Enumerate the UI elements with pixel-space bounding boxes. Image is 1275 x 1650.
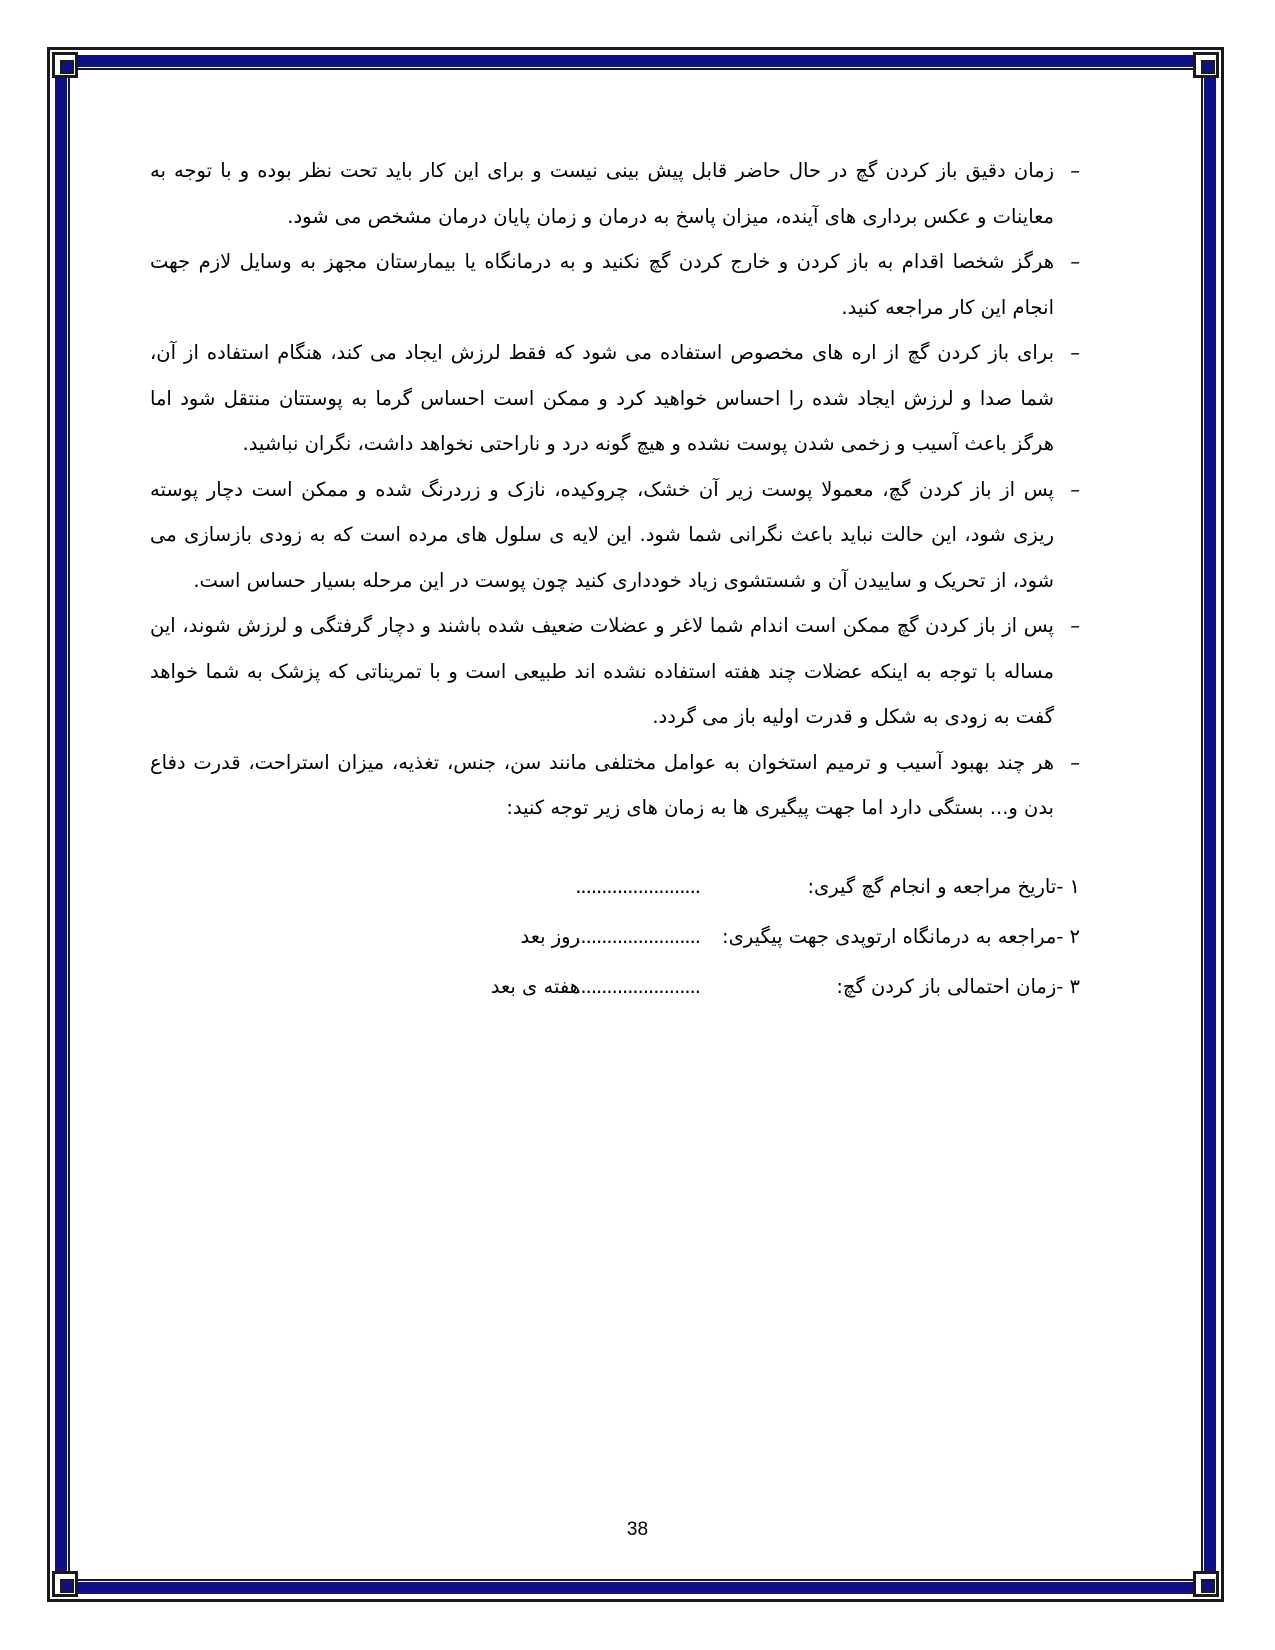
dash-bullet: – — [1070, 250, 1080, 273]
followup-label: ۳ -زمان احتمالی باز کردن گچ: — [836, 975, 1080, 998]
dash-bullet: – — [1070, 341, 1080, 364]
followup-blank: ........................ — [575, 975, 700, 998]
border-corner-ornament — [1193, 52, 1219, 78]
list-item — [150, 740, 1080, 831]
list-item-text: هرگز شخصا اقدام به باز کردن و خارج کردن گچ نکنید و به درمانگاه یا بیمارستان مجهز به وسایل لازم جهت انجام این کار مراجعه کنید. — [150, 250, 1054, 319]
followup-suffix: هفته ی بعد — [490, 975, 580, 998]
list-item-text: پس از باز کردن گچ ممکن است اندام شما لاغر و عضلات ضعیف شده باشند و دچار گرفتگی و لرزش شوند، این مساله با توجه به اینکه عضلات چند هفته استفاده نشده اند طبیعی است و با تمریناتی که پزشک به شما خواهد گفت به زودی به شکل و قدرت اولیه باز می گردد. — [150, 614, 1054, 728]
followup-row — [150, 962, 1080, 1012]
list-item-text: برای باز کردن گچ از اره های مخصوص استفاده می شود که فقط لرزش ایجاد می کند، هنگام استفاده از آن، شما صدا و لرزش ایجاد شده را احساس خواهید کرد و ممکن است احساس گرما به پوستتان منتقل شود اما هرگز باعث آسیب و زخمی شدن پوست نشده و هیچ گونه درد و ناراحتی نخواهد داشت، نگران نباشید. — [150, 341, 1054, 455]
list-item-text: پس از باز کردن گچ، معمولا پوست زیر آن خشک، چروکیده، نازک و زردرنگ شده و ممکن است دچار پوسته ریزی شود، این حالت نباید باعث نگرانی شما شود. این لایه ی سلول های مرده است که به زودی بازسازی می شود، از تحریک و ساییدن آن و شستشوی زیاد خودداری کنید چون پوست در این مرحله بسیار حساس است. — [150, 477, 1054, 592]
followup-blank: ........................ — [575, 875, 700, 898]
dash-bullet: – — [1070, 477, 1080, 501]
page-number: 38 — [626, 1519, 649, 1540]
list-item — [150, 603, 1080, 740]
border-corner-ornament — [52, 52, 78, 78]
list-item — [150, 467, 1080, 604]
followup-blank: ........................ — [575, 925, 700, 948]
instruction-list — [150, 148, 1080, 831]
dash-bullet: – — [1070, 750, 1080, 774]
followup-row — [150, 912, 1080, 962]
followup-row — [150, 862, 1080, 912]
dash-bullet: – — [1070, 159, 1080, 182]
border-corner-ornament — [1193, 1571, 1219, 1597]
list-item-text: زمان دقیق باز کردن گچ در حال حاضر قابل پیش بینی نیست و برای این کار باید تحت نظر بوده و با توجه به معاینات و عکس برداری های آینده، میزان پاسخ به درمان و زمان پایان درمان مشخص می شود. — [150, 159, 1054, 228]
list-item-text: هر چند بهبود آسیب و ترمیم استخوان به عوامل مختلفی مانند سن، جنس، تغذیه، میزان استراحت، قدرت دفاع بدن و... بستگی دارد اما جهت پیگیری ها به زمان های زیر توجه کنید: — [150, 750, 1054, 819]
list-item — [150, 330, 1080, 467]
dash-bullet: – — [1070, 614, 1080, 637]
followup-suffix: روز بعد — [520, 925, 580, 948]
followup-label: ۲ -مراجعه به درمانگاه ارتوپدی جهت پیگیری: — [722, 925, 1080, 948]
list-item — [150, 148, 1080, 239]
border-corner-ornament — [52, 1571, 78, 1597]
followup-label: ۱ -تاریخ مراجعه و انجام گچ گیری: — [807, 875, 1080, 898]
list-item — [150, 239, 1080, 330]
followup-list — [150, 862, 1080, 1012]
